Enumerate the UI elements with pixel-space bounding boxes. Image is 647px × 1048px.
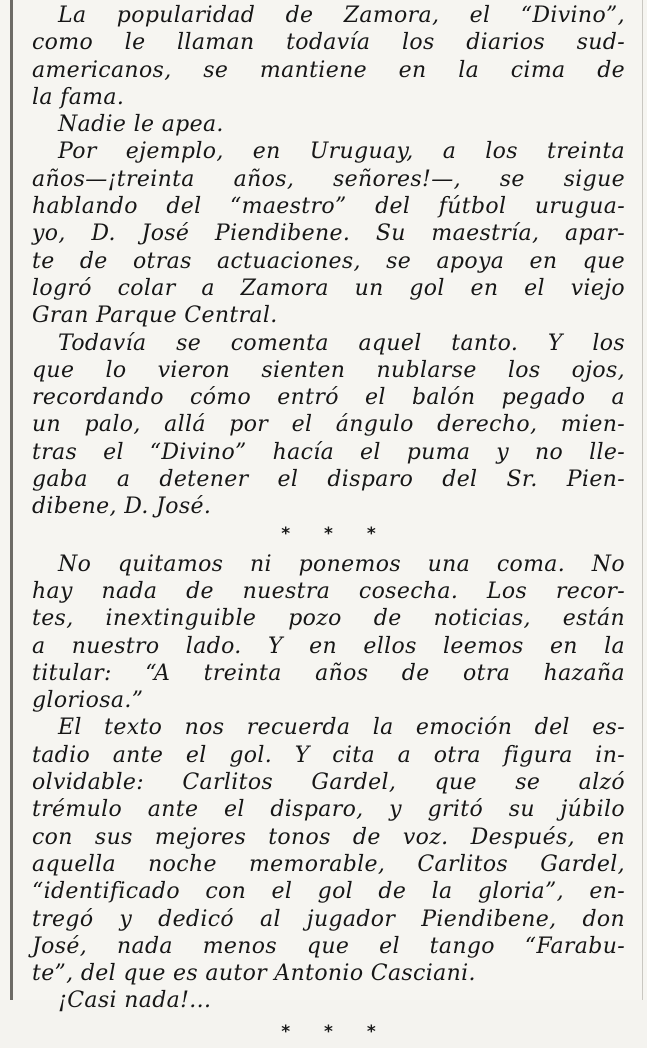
text-line: que lo vieron sienten nublarse los ojos, [32,357,625,383]
text-line: Gran Parque Central. [32,303,278,329]
paragraph [32,2,625,111]
text-line: a nuestro lado. Y en ellos leemos en la [32,633,625,659]
text-line: trémulo ante el disparo, y gritó su júbilo [32,797,625,823]
text-line: José, nada menos que el tango “Farabu- [32,933,625,959]
text-line: olvidable: Carlitos Gardel, que se alzó [32,770,625,796]
text-line: Todavía se comenta aquel tanto. Y los [58,330,625,356]
text-line: gaba a detener el disparo del Sr. Pien- [32,467,625,493]
text-line: logró colar a Zamora un gol en el viejo [32,275,625,301]
section-separator: * * * [281,1021,390,1042]
text-line: con sus mejores tonos de voz. Después, en [32,824,625,850]
paragraph [32,111,625,138]
text-line: “identificado con el gol de la gloria”, en- [32,879,625,905]
text-line: Nadie le apea. [58,112,224,138]
text-line: Por ejemplo, en Uruguay, a los treinta [58,139,625,165]
text-line: tadio ante el gol. Y cita a otra figura in- [32,742,625,768]
text-line: El texto nos recuerda la emoción del es- [58,715,625,741]
text-line: tregó y dedicó al jugador Piendibene, don [32,906,625,932]
section-separator: * * * [281,523,390,544]
column-rule-left [10,0,13,1000]
text-line: tras el “Divino” hacía el puma y no lle- [32,439,625,465]
text-line: No quitamos ni ponemos una coma. No [58,551,625,577]
text-line: recordando cómo entró el balón pegado a [32,385,625,411]
text-line: como le llaman todavía los diarios sud- [32,30,625,56]
text-line: ¡Casi nada!... [58,988,212,1014]
text-line: te de otras actuaciones, se apoya en que [32,248,625,274]
text-line: dibene, D. José. [32,494,212,520]
paragraph [32,987,625,1014]
paragraph [32,714,625,987]
paragraph [32,551,625,715]
text-line: un palo, allá por el ángulo derecho, mien- [32,412,625,438]
paragraph [32,330,625,521]
paragraph [32,138,625,329]
text-line: titular: “A treinta años de otra hazaña [32,660,625,686]
text-line: hablando del “maestro” del fútbol urugua- [32,194,625,220]
text-line: la fama. [32,84,125,110]
text-line: hay nada de nuestra cosecha. Los recor- [32,578,625,604]
text-line: te”, del que es autor Antonio Casciani. [32,961,476,987]
text-line: gloriosa.” [32,688,144,714]
text-line: yo, D. José Piendibene. Su maestría, apar- [32,221,625,247]
text-line: La popularidad de Zamora, el “Divino”, [58,3,625,28]
text-line: tes, inextinguible pozo de noticias, están [32,606,625,632]
column-rule-right [642,0,643,1000]
text-line: aquella noche memorable, Carlitos Gardel, [32,851,625,877]
text-line: americanos, se mantiene en la cima de [32,57,625,83]
text-line: años—¡treinta años, señores!—, se sigue [32,166,625,192]
